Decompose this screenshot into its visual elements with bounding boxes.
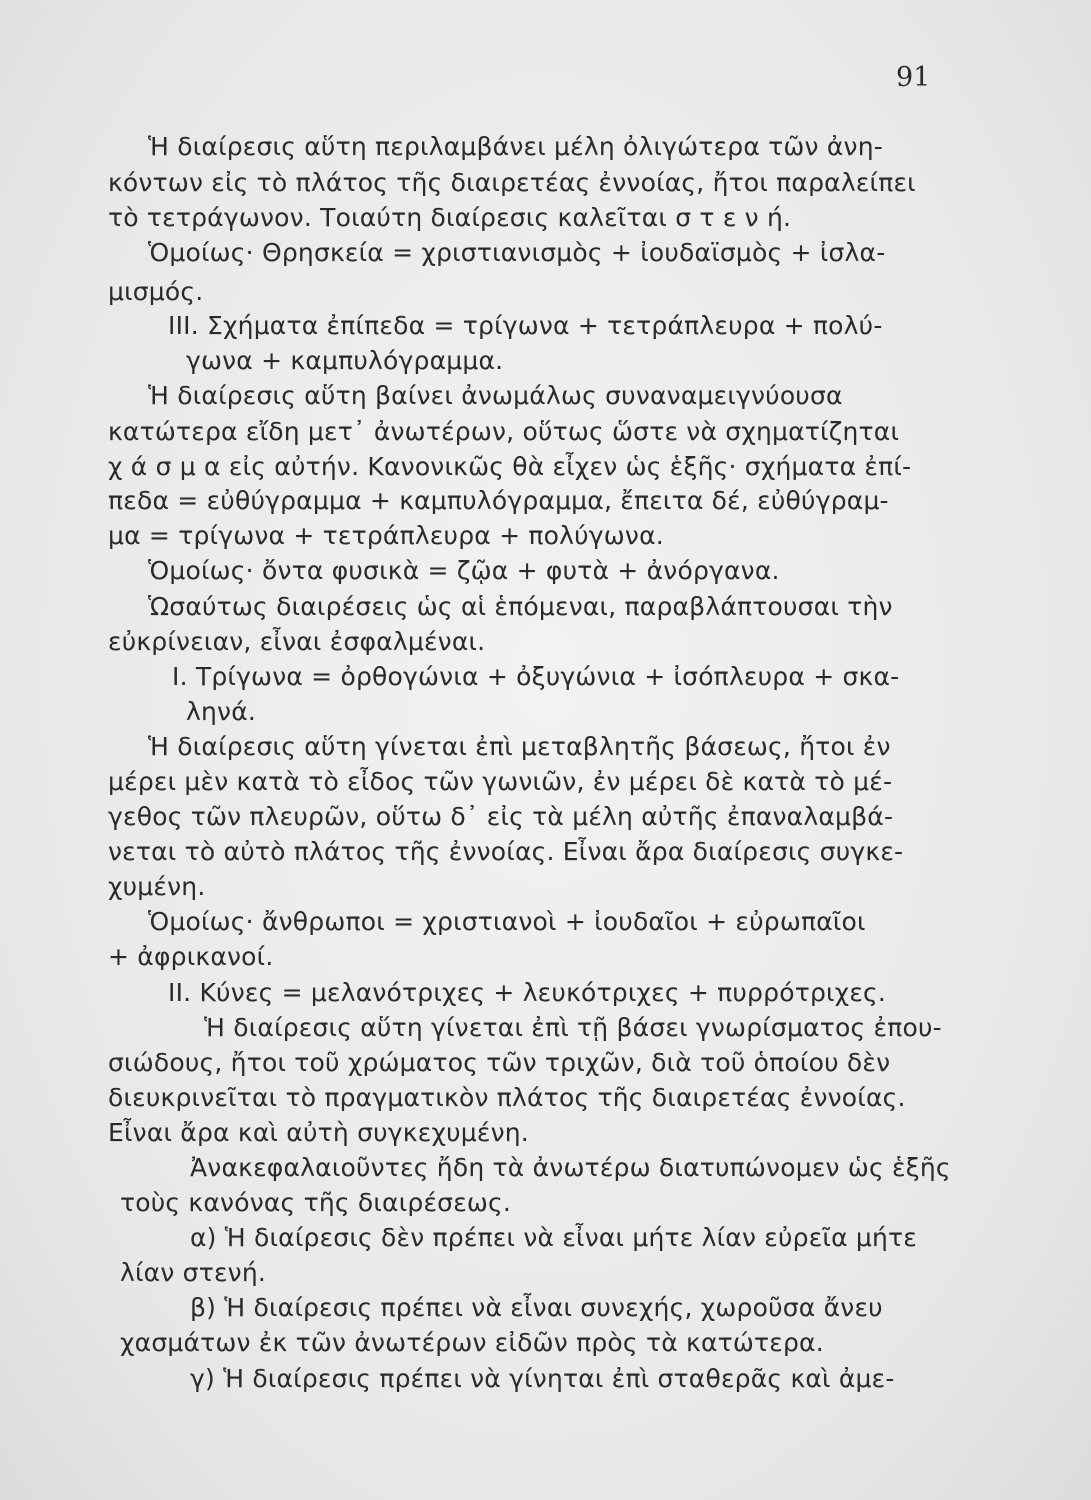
text-line: τοὺς κανόνας τῆς διαιρέσεως. — [120, 1188, 512, 1217]
text-line: Ὁμοίως· ἄνθρωποι = χριστιανοὶ + ἰουδαῖοι + εὐρωπαῖοι — [148, 907, 866, 936]
text-line: Εἶναι ἄρα καὶ αὐτὴ συγκεχυμένη. — [108, 1118, 529, 1147]
text-line: μα = τρίγωνα + τετράπλευρα + πολύγωνα. — [108, 521, 664, 550]
text-line: νεται τὸ αὐτὸ πλάτος τῆς ἐννοίας. Εἶναι ἄρα διαίρεσις συγκε- — [108, 837, 904, 866]
text-line: εὐκρίνειαν, εἶναι ἐσφαλμέναι. — [108, 627, 486, 656]
text-line: Ὡσαύτως διαιρέσεις ὡς αἱ ἑπόμεναι, παραβλάπτουσαι τὴν — [148, 592, 893, 621]
text-line: χασμάτων ἐκ τῶν ἀνωτέρων εἰδῶν πρὸς τὰ κατώτερα. — [120, 1328, 824, 1357]
text-line: α) Ἡ διαίρεσις δὲν πρέπει νὰ εἶναι μήτε λίαν εὐρεῖα μήτε — [190, 1223, 918, 1252]
text-line: κατώτερα εἴδη μετ᾽ ἀνωτέρων, οὕτως ὥστε νὰ σχηματίζηται — [108, 417, 900, 446]
text-line: Ἡ διαίρεσις αὕτη γίνεται ἐπὶ μεταβλητῆς βάσεως, ἤτοι ἐν — [148, 732, 891, 761]
text-line: λίαν στενή. — [120, 1258, 267, 1287]
text-line: Ἀνακεφαλαιοῦντες ἤδη τὰ ἀνωτέρω διατυπώνομεν ὡς ἑξῆς — [190, 1153, 951, 1182]
text-line: III. Σχήματα ἐπίπεδα = τρίγωνα + τετράπλευρα + πολύ- — [168, 311, 883, 340]
text-line: Ἡ διαίρεσις αὕτη βαίνει ἀνωμάλως συναναμειγνύουσα — [148, 381, 843, 410]
text-line: σιώδους, ἤτοι τοῦ χρώματος τῶν τριχῶν, διὰ τοῦ ὁποίου δὲν — [108, 1048, 891, 1077]
text-line: Ὁμοίως· Θρησκεία = χριστιανισμὸς + ἰουδαϊσμὸς + ἰσλα- — [148, 238, 886, 267]
text-line: διευκρινεῖται τὸ πραγματικὸν πλάτος τῆς διαιρετέας ἐννοίας. — [108, 1083, 906, 1112]
text-line: μέρει μὲν κατὰ τὸ εἶδος τῶν γωνιῶν, ἐν μέρει δὲ κατὰ τὸ μέ- — [108, 767, 893, 796]
text-line: μισμός. — [108, 277, 204, 306]
text-line: + ἀφρικανοί. — [108, 942, 274, 971]
text-line: γ) Ἡ διαίρεσις πρέπει νὰ γίνηται ἐπὶ σταθερᾶς καὶ ἀμε- — [190, 1364, 895, 1393]
text-line: Ἡ διαίρεσις αὕτη γίνεται ἐπὶ τῇ βάσει γνωρίσματος ἐπου- — [204, 1013, 942, 1042]
text-line: πεδα = εὐθύγραμμα + καμπυλόγραμμα, ἔπειτα δέ, εὐθύγραμ- — [108, 486, 889, 515]
text-line: Ὁμοίως· ὄντα φυσικὰ = ζῷα + φυτὰ + ἀνόργανα. — [148, 556, 780, 585]
text-line: γωνα + καμπυλόγραμμα. — [186, 346, 504, 375]
text-line: κόντων εἰς τὸ πλάτος τῆς διαιρετέας ἐννοίας, ἤτοι παραλείπει — [108, 168, 916, 197]
text-line: τὸ τετράγωνον. Τοιαύτη διαίρεσις καλεῖται σ τ ε ν ή. — [108, 203, 792, 232]
text-line: χυμένη. — [108, 872, 206, 901]
text-line: ληνά. — [186, 697, 257, 726]
text-line: β) Ἡ διαίρεσις πρέπει νὰ εἶναι συνεχής, χωροῦσα ἄνευ — [190, 1293, 883, 1322]
text-line: II. Κύνες = μελανότριχες + λευκότριχες + πυρρότριχες. — [168, 978, 887, 1007]
text-line: Ἡ διαίρεσις αὕτη περιλαμβάνει μέλη ὀλιγώτερα τῶν ἀνη- — [148, 132, 883, 161]
text-line: γεθος τῶν πλευρῶν, οὕτω δ᾽ εἰς τὰ μέλη αὐτῆς ἐπαναλαμβά- — [108, 802, 894, 831]
text-line: I. Τρίγωνα = ὀρθογώνια + ὀξυγώνια + ἰσόπλευρα + σκα- — [172, 662, 900, 691]
text-line: χ ά σ μ α εἰς αὐτήν. Κανονικῶς θὰ εἶχεν ὡς ἑξῆς· σχήματα ἐπί- — [108, 452, 912, 481]
page-number: 91 — [896, 62, 931, 93]
